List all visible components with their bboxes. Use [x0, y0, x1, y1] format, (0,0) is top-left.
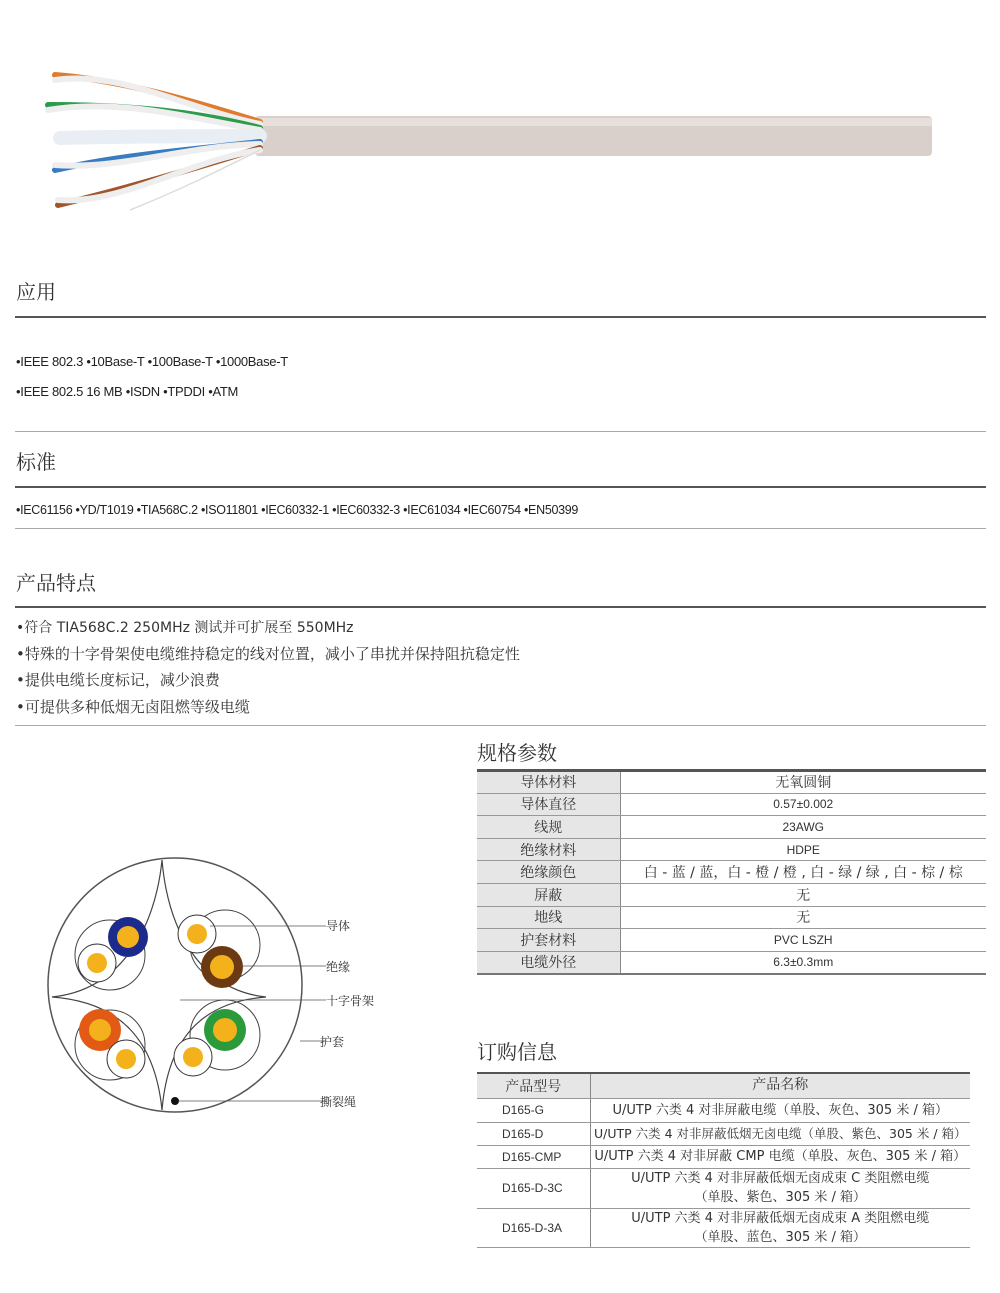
spec-key: 导体材料 [477, 771, 620, 794]
name-line: （单股、蓝色、305 米 / 箱） [694, 1229, 867, 1245]
name-line: U/UTP 六类 4 对非屏蔽低烟无卤成束 C 类阻燃电缆 [631, 1171, 930, 1186]
label-cross-filler: 十字骨架 [326, 994, 375, 1008]
name-cell: U/UTP 六类 4 对非屏蔽低烟无卤电缆（单股、紫色、305 米 / 箱） [590, 1122, 970, 1145]
table-header-row [477, 1073, 970, 1098]
spec-value: 23AWG [620, 816, 986, 839]
spec-key: 线规 [477, 816, 620, 839]
table-row [477, 861, 986, 884]
table-row [477, 1122, 970, 1145]
section-title-ordering: 订购信息 [477, 1040, 557, 1064]
label-ripcord: 撕裂绳 [320, 1095, 357, 1109]
model-cell: D165-D-3A [477, 1208, 590, 1247]
spec-value: PVC LSZH [620, 929, 986, 952]
cable-image [40, 60, 940, 230]
table-row [477, 1145, 970, 1168]
table-row [477, 838, 986, 861]
spec-value: 白 - 蓝 / 蓝，白 - 橙 / 橙 , 白 - 绿 / 绿 , 白 - 棕 / 棕 [620, 861, 986, 884]
feature-item: •可提供多种低烟无卤阻燃等级电缆 [16, 698, 250, 716]
table-row [477, 793, 986, 816]
application-line: •IEEE 802.5 16 MB •ISDN •TPDDI •ATM [16, 384, 239, 399]
label-conductor: 导体 [326, 919, 351, 933]
spec-key: 绝缘材料 [477, 838, 620, 861]
spec-value: HDPE [620, 838, 986, 861]
feature-item: •符合 TIA568C.2 250MHz 测试并可扩展至 550MHz [16, 620, 354, 636]
table-row [477, 816, 986, 839]
table-row [477, 951, 986, 974]
section-title-application: 应用 [16, 280, 56, 304]
label-insulation: 绝缘 [326, 960, 351, 974]
spec-key: 护套材料 [477, 929, 620, 952]
spec-key: 导体直径 [477, 793, 620, 816]
table-row [477, 906, 986, 929]
spec-key: 屏蔽 [477, 883, 620, 906]
model-cell: D165-G [477, 1098, 590, 1122]
name-cell: U/UTP 六类 4 对非屏蔽电缆（单股、灰色、305 米 / 箱） [590, 1098, 970, 1122]
column-header: 产品型号 [477, 1073, 590, 1098]
table-row [477, 1208, 970, 1247]
spec-key: 地线 [477, 906, 620, 929]
table-row [477, 771, 986, 794]
spec-table [477, 769, 986, 975]
divider [15, 606, 986, 608]
spec-key: 绝缘颜色 [477, 861, 620, 884]
label-jacket: 护套 [320, 1035, 345, 1049]
name-line: U/UTP 六类 4 对非屏蔽低烟无卤成束 A 类阻燃电缆 [631, 1210, 930, 1226]
section-title-features: 产品特点 [16, 571, 96, 595]
divider [15, 725, 986, 726]
divider [15, 486, 986, 488]
section-title-specs: 规格参数 [477, 741, 557, 765]
divider [15, 431, 986, 432]
name-cell: U/UTP 六类 4 对非屏蔽 CMP 电缆（单股、灰色、305 米 / 箱） [590, 1145, 970, 1168]
model-cell: D165-D-3C [477, 1168, 590, 1208]
table-row [477, 929, 986, 952]
model-cell: D165-CMP [477, 1145, 590, 1168]
divider [15, 528, 986, 529]
cross-section-diagram [40, 850, 330, 1130]
spec-key: 电缆外径 [477, 951, 620, 974]
spec-value: 无氧圆铜 [620, 771, 986, 794]
model-cell: D165-D [477, 1122, 590, 1145]
name-line: （单股、紫色、305 米 / 箱） [694, 1190, 867, 1205]
table-row [477, 1098, 970, 1122]
feature-item: •提供电缆长度标记，减少浪费 [16, 671, 220, 689]
spec-value: 6.3±0.3mm [620, 951, 986, 974]
spec-value: 无 [620, 906, 986, 929]
table-row [477, 883, 986, 906]
spec-value: 无 [620, 883, 986, 906]
section-title-standards: 标准 [16, 450, 56, 474]
table-row [477, 1168, 970, 1208]
column-header: 产品名称 [590, 1073, 970, 1098]
spec-value: 0.57±0.002 [620, 793, 986, 816]
order-table [477, 1072, 970, 1248]
feature-item: •特殊的十字骨架使电缆维持稳定的线对位置，减小了串扰并保持阻抗稳定性 [16, 645, 520, 663]
application-line: •IEEE 802.3 •10Base-T •100Base-T •1000Base-T [16, 354, 288, 369]
standards-line: •IEC61156 •YD/T1019 •TIA568C.2 •ISO11801 •IEC60332-1 •IEC60332-3 •IEC61034 •IEC60754 •EN50399 [16, 503, 579, 517]
divider [15, 316, 986, 318]
